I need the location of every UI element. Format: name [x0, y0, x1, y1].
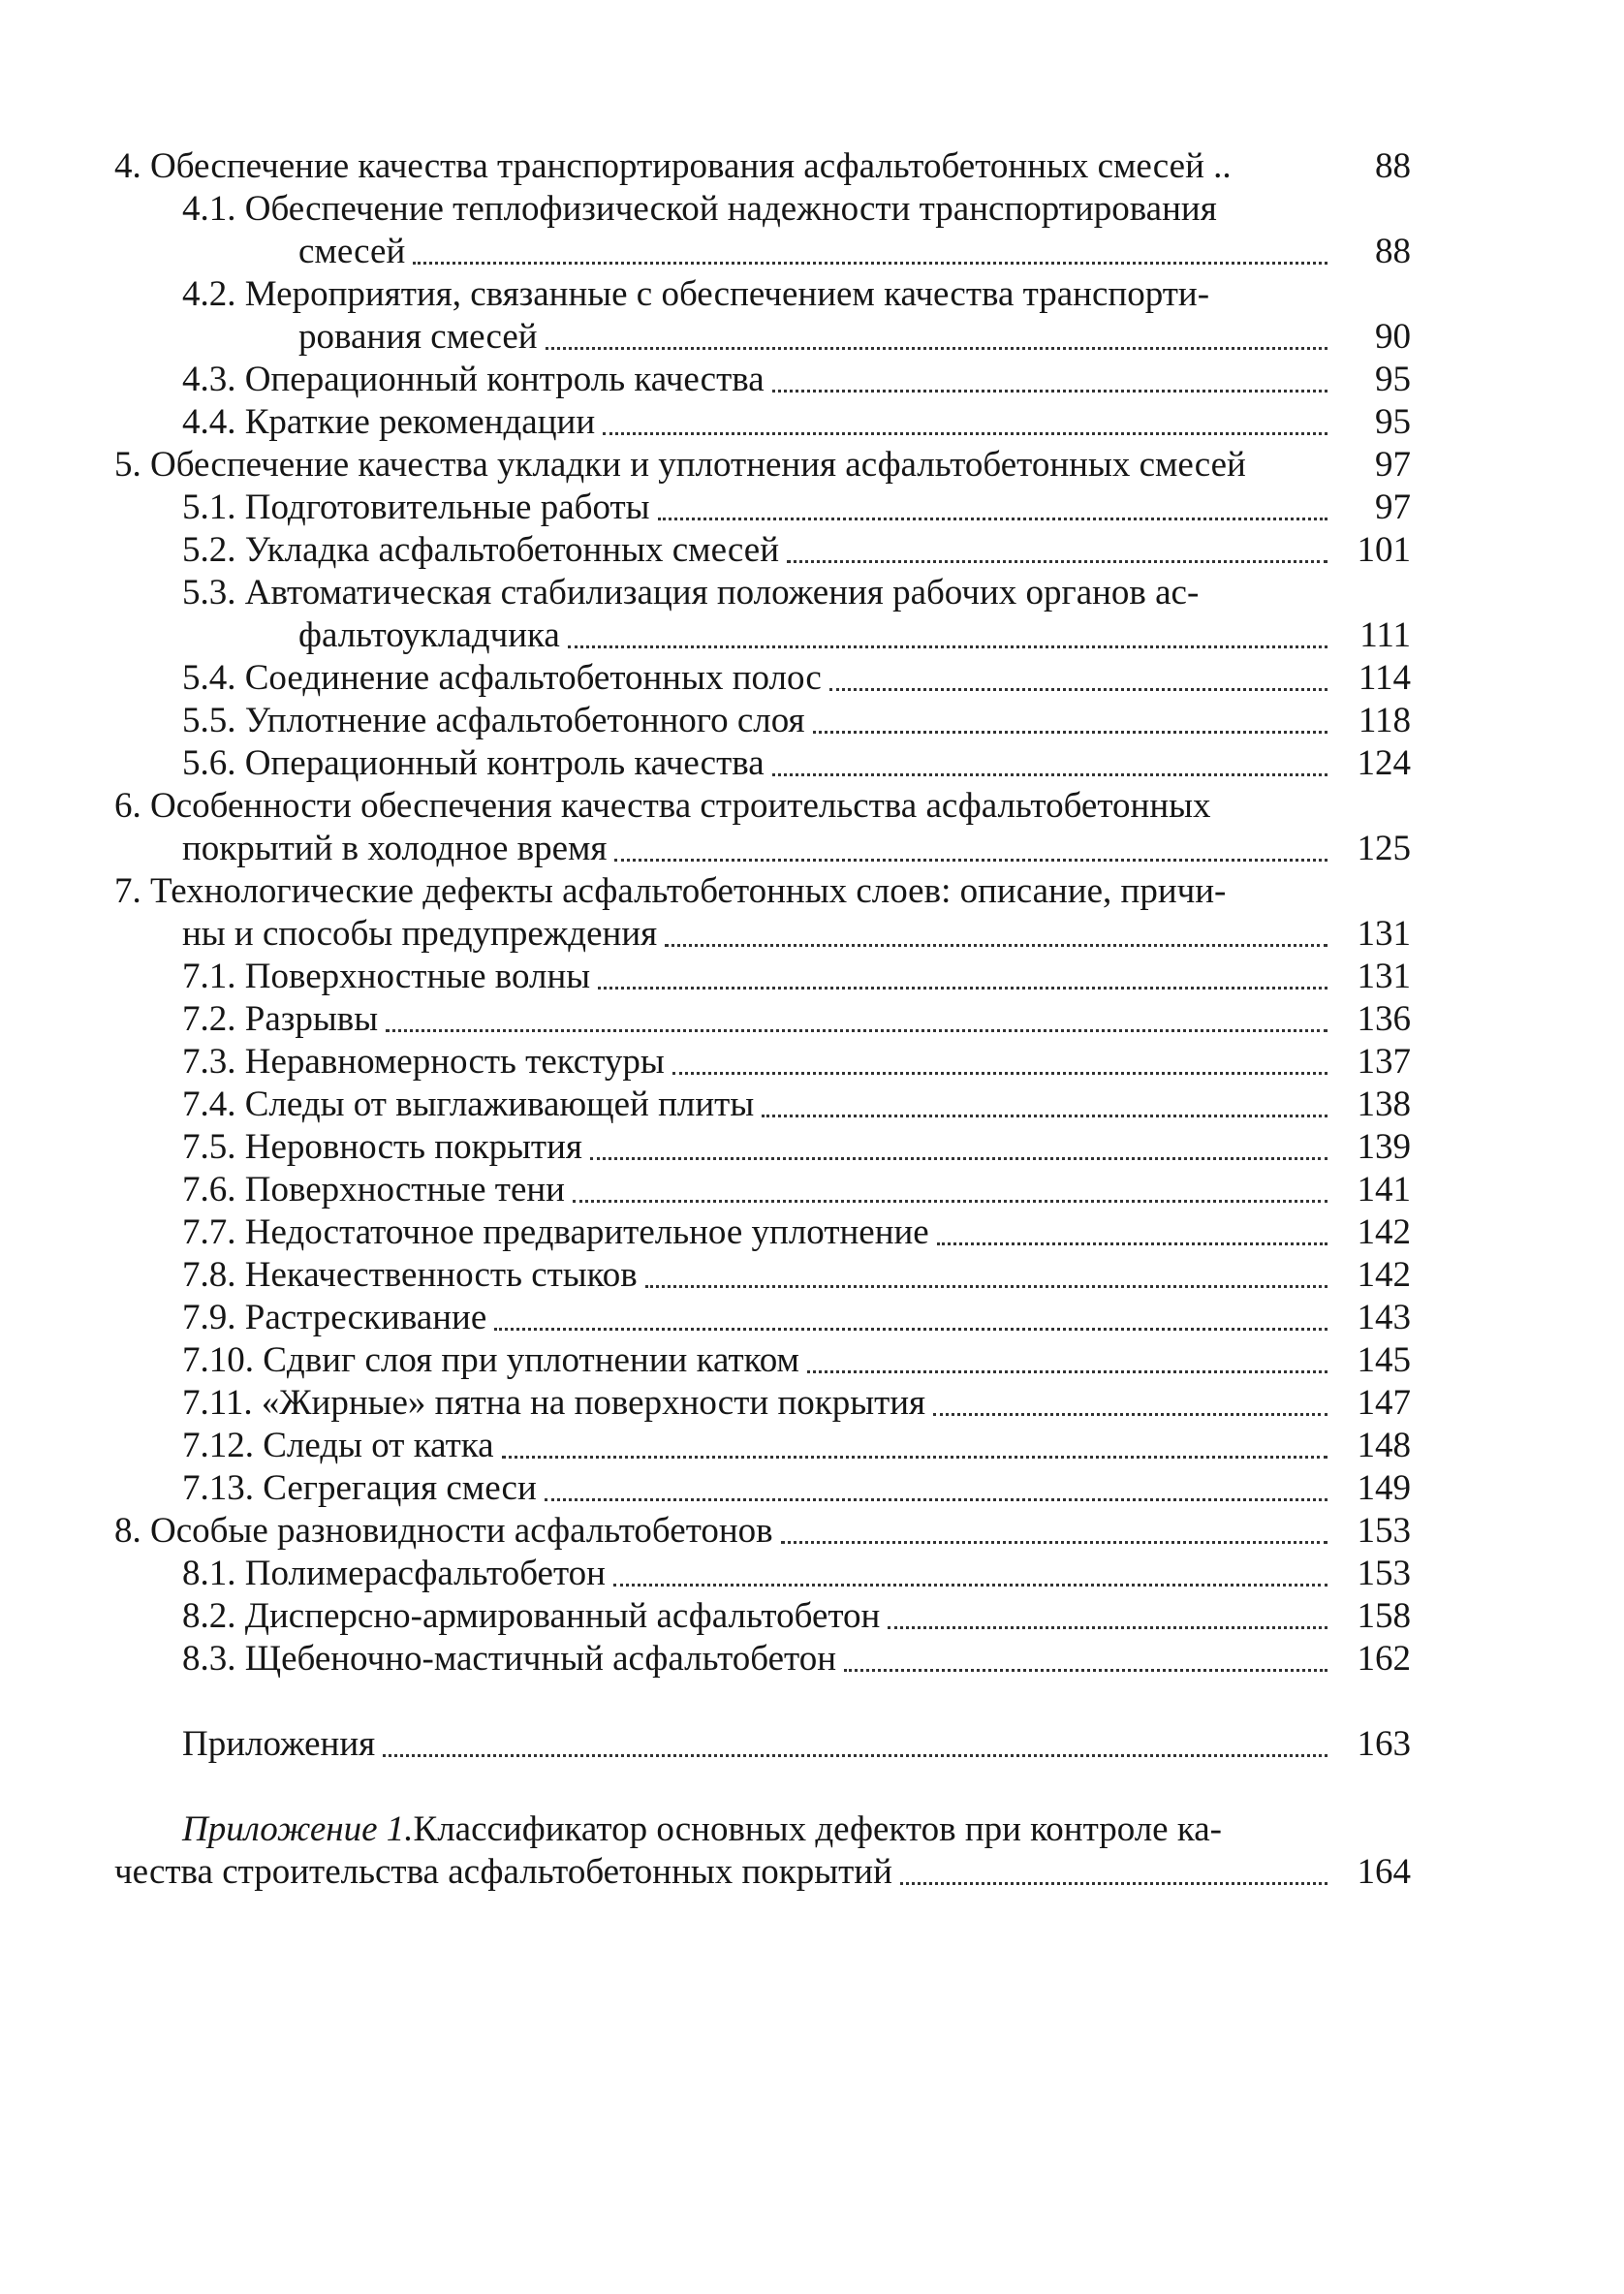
page-ref: 124 [1357, 743, 1411, 783]
entry-title [182, 359, 1333, 401]
toc-entry [114, 1084, 1411, 1126]
page-ref: 158 [1357, 1596, 1411, 1636]
toc-entry [114, 1425, 1411, 1467]
entry-text: 5.6. Операционный контроль качества [182, 743, 765, 783]
entry-title [182, 1297, 1333, 1339]
entry-text: 5.4. Соединение асфальтобетонных полос [182, 658, 822, 698]
entry-title [182, 1339, 1333, 1382]
toc-entry [114, 1297, 1411, 1339]
page-ref: 88 [1375, 232, 1411, 271]
entry-text: 7.10. Сдвиг слоя при уплотнении катком [182, 1340, 799, 1380]
entry-text: 7.5. Неровность покрытия [182, 1127, 582, 1167]
dot-leader [494, 1328, 1327, 1331]
entry-line [114, 529, 1411, 572]
entry-line [114, 316, 1411, 359]
entry-line [114, 1510, 1411, 1553]
appendix-text: Классификатор основных дефектов при контроле ка- [413, 1809, 1223, 1849]
page-ref: 111 [1359, 615, 1411, 655]
dot-leader [672, 1072, 1327, 1075]
entry-line [114, 614, 1411, 657]
toc-entry [114, 145, 1411, 188]
dot-leader [546, 347, 1327, 350]
toc-entry [114, 1595, 1411, 1638]
toc-entry [114, 1211, 1411, 1254]
entry-line [114, 828, 1411, 870]
toc-entry [114, 273, 1411, 359]
entry-text: 7.11. «Жирные» пятна на поверхности покрытия [182, 1383, 926, 1423]
entry-title [182, 1126, 1333, 1169]
page-ref: 153 [1357, 1554, 1411, 1593]
dot-leader [568, 645, 1327, 648]
page-ref: 141 [1357, 1170, 1411, 1210]
entry-line [114, 1169, 1411, 1211]
toc-entry [114, 956, 1411, 998]
page-ref: 163 [1357, 1724, 1411, 1764]
toc-entry [114, 870, 1411, 956]
entry-line [114, 956, 1411, 998]
dot-leader [933, 1413, 1327, 1416]
entry-line [114, 657, 1411, 700]
entry-title [182, 700, 1333, 742]
entry-title [298, 316, 1333, 359]
entry-title [182, 1382, 1333, 1425]
entry-title [182, 1211, 1333, 1254]
toc-entry [114, 572, 1411, 657]
appendix-first-line [114, 1808, 1411, 1851]
entry-text: 7.3. Неравномерность текстуры [182, 1042, 665, 1082]
entry-text: рования смесей [298, 317, 538, 357]
entry-title [182, 1723, 1333, 1766]
page-ref: 95 [1375, 402, 1411, 442]
entry-line [114, 1041, 1411, 1084]
entry-title [182, 1553, 1333, 1595]
entry-line [114, 1638, 1411, 1681]
page-ref: 88 [1375, 146, 1411, 186]
dot-leader [573, 1200, 1327, 1203]
entry-title [182, 1425, 1333, 1467]
page-ref: 118 [1358, 701, 1411, 740]
entry-line [114, 1297, 1411, 1339]
entry-text: 7.12. Следы от катка [182, 1426, 494, 1465]
entry-line [114, 1382, 1411, 1425]
entry-title [182, 1169, 1333, 1211]
entry-text: 7.13. Сегрегация смеси [182, 1468, 537, 1508]
entry-line [114, 998, 1411, 1041]
entry-title [182, 401, 1333, 444]
page-ref: 90 [1375, 317, 1411, 357]
dot-leader [937, 1242, 1327, 1245]
entry-title [182, 828, 1333, 870]
dot-leader [772, 390, 1327, 393]
entry-line: 4.1. Обеспечение теплофизической надежности транспортирования [182, 189, 1217, 229]
page-ref: 142 [1357, 1212, 1411, 1252]
entry-title [114, 1851, 1333, 1894]
toc-entry [114, 1041, 1411, 1084]
dot-leader [645, 1285, 1327, 1288]
entry-text: фальтоукладчика [298, 615, 560, 655]
entry-line [114, 145, 1411, 188]
dot-leader [658, 518, 1328, 520]
page-ref: 131 [1357, 914, 1411, 954]
entry-text: чества строительства асфальтобетонных покрытий [114, 1852, 892, 1892]
page-ref: 114 [1358, 658, 1411, 698]
dot-leader [386, 1029, 1327, 1032]
page-ref: 143 [1357, 1298, 1411, 1337]
dot-leader [787, 560, 1327, 563]
entry-line [114, 1084, 1411, 1126]
entry-line: 7. Технологические дефекты асфальтобетонных слоев: описание, причи- [114, 871, 1227, 911]
page-ref: 142 [1357, 1255, 1411, 1295]
entry-line [114, 1254, 1411, 1297]
toc-entry [114, 1553, 1411, 1595]
toc-entry [114, 1467, 1411, 1510]
entry-line [114, 1595, 1411, 1638]
page-ref: 145 [1357, 1340, 1411, 1380]
page-ref: 97 [1375, 487, 1411, 527]
entry-title [182, 1041, 1333, 1084]
dot-leader [413, 262, 1327, 265]
entry-title [298, 231, 1333, 273]
dot-leader [598, 987, 1327, 990]
toc-entry [114, 188, 1411, 273]
entry-text: 7.7. Недостаточное предварительное уплотнение [182, 1212, 929, 1252]
entry-title [182, 1254, 1333, 1297]
entry-title [182, 956, 1333, 998]
entry-title [182, 1467, 1333, 1510]
toc-entry [114, 998, 1411, 1041]
entry-text: 8.2. Дисперсно-армированный асфальтобетон [182, 1596, 881, 1636]
dot-leader [603, 432, 1327, 435]
entry-line: 5.3. Автоматическая стабилизация положения рабочих органов ас- [182, 573, 1200, 613]
entry-title [182, 487, 1333, 529]
dot-leader [888, 1626, 1327, 1629]
toc-entry [114, 487, 1411, 529]
entry-text: Приложения [182, 1724, 376, 1764]
entry-line: 6. Особенности обеспечения качества строительства асфальтобетонных [114, 786, 1211, 826]
entry-title [114, 145, 1333, 188]
entry-title [182, 1084, 1333, 1126]
entry-text: 8. Особые разновидности асфальтобетонов [114, 1511, 773, 1551]
dot-leader [590, 1157, 1327, 1160]
entry-line [114, 742, 1411, 785]
entry-line [114, 1723, 1411, 1766]
toc-entry [114, 1382, 1411, 1425]
dot-leader [807, 1370, 1327, 1373]
toc-entry [114, 700, 1411, 742]
page-ref: 147 [1357, 1383, 1411, 1423]
page-ref: 95 [1375, 360, 1411, 399]
entry-line [114, 1126, 1411, 1169]
entry-title [182, 913, 1333, 956]
entry-line [114, 1425, 1411, 1467]
dot-leader [545, 1498, 1327, 1501]
entry-text: 4. Обеспечение качества транспортирования асфальтобетонных смесей .. [114, 146, 1232, 186]
entry-line [114, 359, 1411, 401]
entry-title [298, 614, 1333, 657]
dot-leader [844, 1669, 1327, 1672]
toc-entry [114, 785, 1411, 870]
toc-entry [114, 742, 1411, 785]
entry-line [114, 700, 1411, 742]
entry-text: покрытий в холодное время [182, 829, 608, 868]
appendix-label: Приложение 1. [182, 1809, 414, 1849]
table-of-contents [114, 145, 1411, 1894]
dot-leader [829, 688, 1327, 691]
entry-title [182, 1595, 1333, 1638]
entry-line [114, 1211, 1411, 1254]
entry-text: 7.4. Следы от выглаживающей плиты [182, 1084, 755, 1124]
toc-entry [114, 444, 1411, 487]
page-ref: 101 [1357, 530, 1411, 570]
toc-entry [114, 1510, 1411, 1553]
dot-leader [813, 731, 1327, 734]
toc-entry [114, 1126, 1411, 1169]
page-ref: 136 [1357, 999, 1411, 1039]
entry-title [182, 657, 1333, 700]
page-ref: 125 [1357, 829, 1411, 868]
appendix-last-line [114, 1851, 1411, 1894]
entry-line [114, 401, 1411, 444]
entry-text: 7.2. Разрывы [182, 999, 379, 1039]
entry-title [114, 444, 1333, 487]
toc-entry [114, 529, 1411, 572]
entry-line [114, 487, 1411, 529]
entry-line [114, 913, 1411, 956]
entry-text: 7.9. Растрескивание [182, 1298, 487, 1337]
page-ref: 149 [1357, 1468, 1411, 1508]
toc-entry [114, 1723, 1411, 1766]
page-ref: 164 [1357, 1852, 1411, 1892]
entry-text: 5.1. Подготовительные работы [182, 487, 650, 527]
entry-text: 4.4. Краткие рекомендации [182, 402, 596, 442]
entry-text: 4.3. Операционный контроль качества [182, 360, 765, 399]
entry-text: 8.1. Полимерасфальтобетон [182, 1554, 606, 1593]
toc-entry [114, 657, 1411, 700]
entry-text: 5.5. Уплотнение асфальтобетонного слоя [182, 701, 805, 740]
toc-entry [114, 401, 1411, 444]
dot-leader [665, 944, 1327, 947]
entry-text: 7.6. Поверхностные тени [182, 1170, 565, 1210]
dot-leader [900, 1882, 1327, 1885]
toc-entry [114, 1254, 1411, 1297]
dot-leader [762, 1115, 1327, 1117]
page-ref: 153 [1357, 1511, 1411, 1551]
page-ref: 131 [1357, 957, 1411, 996]
dot-leader [502, 1456, 1327, 1459]
entry-title [182, 1638, 1333, 1681]
toc-entry [114, 1638, 1411, 1681]
page-ref: 137 [1357, 1042, 1411, 1082]
entry-title [114, 1510, 1333, 1553]
dot-leader [614, 859, 1327, 862]
entry-line [114, 1339, 1411, 1382]
entry-line [114, 444, 1411, 487]
dot-leader [781, 1541, 1327, 1544]
page-ref: 138 [1357, 1084, 1411, 1124]
entry-title [182, 529, 1333, 572]
entry-text: 7.8. Некачественность стыков [182, 1255, 638, 1295]
entry-title [182, 742, 1333, 785]
entry-line [114, 1553, 1411, 1595]
page-ref: 162 [1357, 1639, 1411, 1679]
entry-line [114, 1467, 1411, 1510]
entry-text: 5.2. Укладка асфальтобетонных смесей [182, 530, 780, 570]
page-ref: 97 [1375, 445, 1411, 485]
entry-line [114, 231, 1411, 273]
entry-text: ны и способы предупреждения [182, 914, 658, 954]
toc-entry [114, 1169, 1411, 1211]
toc-entry [114, 359, 1411, 401]
entry-text: 5. Обеспечение качества укладки и уплотнения асфальтобетонных смесей [114, 445, 1246, 485]
dot-leader [613, 1584, 1327, 1587]
entry-title [182, 998, 1333, 1041]
appendix-entry [114, 1808, 1411, 1894]
toc-entry [114, 1339, 1411, 1382]
page-ref: 148 [1357, 1426, 1411, 1465]
entry-text: смесей [298, 232, 406, 271]
entry-text: 7.1. Поверхностные волны [182, 957, 591, 996]
entry-line: 4.2. Мероприятия, связанные с обеспечением качества транспорти- [182, 274, 1210, 314]
dot-leader [772, 773, 1327, 776]
page-ref: 139 [1357, 1127, 1411, 1167]
entry-text: 8.3. Щебеночно-мастичный асфальтобетон [182, 1639, 836, 1679]
dot-leader [383, 1754, 1327, 1757]
